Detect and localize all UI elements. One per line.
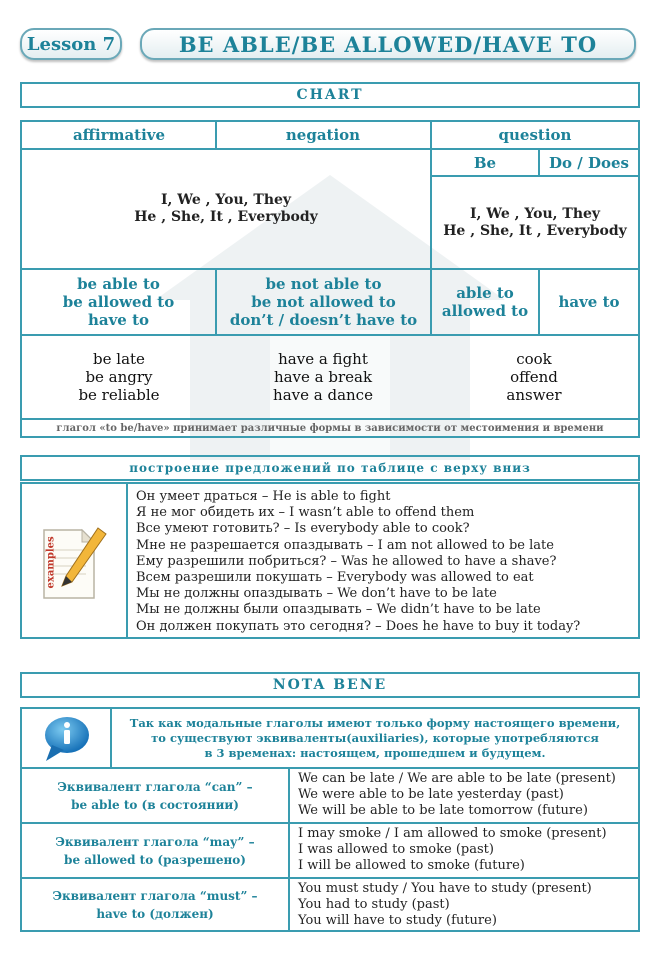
complements-col1 bbox=[22, 336, 216, 418]
verb-form: allowed to bbox=[441, 302, 529, 320]
chart-table bbox=[20, 120, 640, 438]
verb-form: have to bbox=[87, 311, 150, 329]
equivalent-line: Эквивалент глагола “must” – bbox=[52, 888, 258, 903]
examples-heading-box bbox=[20, 455, 640, 481]
example-line: Ему разрешили побриться? – Was he allowed to have a shave? bbox=[136, 553, 557, 569]
subjects-line: He , She, It , Everybody bbox=[443, 222, 627, 239]
divider bbox=[126, 484, 128, 637]
column-header-negation: negation bbox=[285, 126, 361, 144]
complement: be reliable bbox=[78, 386, 160, 404]
subjects-right bbox=[432, 177, 638, 268]
equivalent-can bbox=[22, 769, 288, 822]
equivalent-may-examples bbox=[298, 826, 634, 874]
column-header-affirmative: affirmative bbox=[72, 126, 166, 144]
chart-footnote: глагол «to be/have» принимает различные формы в зависимости от местоимения и времени bbox=[56, 422, 604, 434]
verb-form: be able to bbox=[77, 275, 160, 293]
example-line: Мы не должны были опаздывать – We didn’t have to be late bbox=[136, 602, 541, 618]
complement: offend bbox=[510, 368, 558, 386]
equivalent-line: be able to (в состоянии) bbox=[71, 797, 239, 812]
equivalent-must bbox=[22, 879, 288, 930]
page-title: BE ABLE/BE ALLOWED/HAVE TO bbox=[178, 31, 598, 57]
verbs-question-do bbox=[540, 270, 638, 334]
equivalent-line: be allowed to (разрешено) bbox=[64, 852, 246, 867]
equivalent-example: I was allowed to smoke (past) bbox=[298, 842, 494, 857]
equivalent-example: I will be allowed to smoke (future) bbox=[298, 858, 525, 873]
verbs-question-be bbox=[432, 270, 538, 334]
equivalent-example: I may smoke / I am allowed to smoke (present) bbox=[298, 826, 607, 841]
examples-icon bbox=[38, 524, 110, 604]
complement: be late bbox=[93, 350, 145, 368]
verbs-affirmative bbox=[22, 270, 215, 334]
example-line: Я не мог обидеть их – I wasn’t able to offend them bbox=[136, 505, 475, 521]
example-line: Мы не должны опаздывать – We don’t have to be late bbox=[136, 586, 497, 602]
info-line: то существуют эквиваленты(auxiliaries), которые употребляются bbox=[151, 730, 599, 745]
verb-form: able to bbox=[456, 284, 514, 302]
complement: have a break bbox=[273, 368, 373, 386]
subjects-left bbox=[22, 150, 430, 268]
column-header-question: question bbox=[498, 126, 572, 144]
equivalent-must-examples bbox=[298, 881, 634, 929]
equivalent-line: have to (должен) bbox=[96, 906, 214, 921]
subjects-line: I, We , You, They bbox=[160, 192, 292, 208]
nota-bene-table bbox=[20, 707, 640, 932]
chart-heading: CHART bbox=[296, 87, 364, 103]
examples-icon-label: examples bbox=[45, 536, 57, 589]
subheader-do-does: Do / Does bbox=[549, 154, 629, 172]
chart-heading-box bbox=[20, 82, 640, 108]
equivalent-line: Эквивалент глагола “may” – bbox=[55, 834, 255, 849]
complement: answer bbox=[506, 386, 562, 404]
complements-col2 bbox=[216, 336, 430, 418]
complements-col3 bbox=[430, 336, 638, 418]
info-line: в 3 временах: настоящем, прошедшем и будущем. bbox=[204, 745, 546, 760]
subheader-be: Be bbox=[473, 154, 497, 172]
verb-form: don’t / doesn’t have to bbox=[229, 311, 418, 329]
equivalent-example: We can be late / We are able to be late (present) bbox=[298, 771, 616, 786]
info-line: Так как модальные глаголы имеют только форму настоящего времени, bbox=[129, 715, 621, 730]
verbs-negation bbox=[217, 270, 430, 334]
divider bbox=[288, 767, 290, 930]
page-title-badge bbox=[140, 28, 636, 60]
verb-form: be allowed to bbox=[62, 293, 175, 311]
examples-heading: построение предложений по таблице с верху вниз bbox=[129, 461, 531, 475]
complement: cook bbox=[516, 350, 552, 368]
equivalent-example: You must study / You have to study (present) bbox=[298, 881, 592, 896]
examples-box bbox=[20, 482, 640, 639]
verb-form: have to bbox=[558, 293, 620, 311]
examples-list bbox=[136, 489, 636, 635]
verb-form: be not able to bbox=[265, 275, 382, 293]
subjects-line: I, We , You, They bbox=[469, 205, 601, 222]
equivalent-example: You will have to study (future) bbox=[298, 913, 497, 928]
subjects-line: He , She, It , Everybody bbox=[134, 209, 318, 225]
lesson-badge bbox=[20, 28, 122, 60]
info-text bbox=[112, 709, 638, 767]
nota-bene-heading-box bbox=[20, 672, 640, 698]
info-icon bbox=[42, 715, 92, 763]
lesson-label: Lesson 7 bbox=[26, 33, 116, 55]
equivalent-may bbox=[22, 824, 288, 877]
complement: have a fight bbox=[278, 350, 368, 368]
example-line: Мне не разрешается опаздывать – I am not allowed to be late bbox=[136, 537, 554, 553]
complement: be angry bbox=[85, 368, 153, 386]
equivalent-example: We will be able to be late tomorrow (future) bbox=[298, 803, 588, 818]
example-line: Он должен покупать это сегодня? – Does he have to buy it today? bbox=[136, 618, 581, 634]
example-line: Все умеют готовить? – Is everybody able to cook? bbox=[136, 521, 470, 537]
equivalent-can-examples bbox=[298, 771, 634, 819]
example-line: Он умеет драться – He is able to fight bbox=[136, 489, 391, 504]
example-line: Всем разрешили покушать – Everybody was allowed to eat bbox=[136, 570, 534, 586]
verb-form: be not allowed to bbox=[251, 293, 396, 311]
equivalent-line: Эквивалент глагола “can” – bbox=[57, 779, 253, 794]
complement: have a dance bbox=[273, 386, 373, 404]
nota-bene-heading: NOTA BENE bbox=[272, 677, 388, 693]
equivalent-example: You had to study (past) bbox=[298, 897, 450, 912]
equivalent-example: We were able to be late yesterday (past) bbox=[298, 787, 564, 802]
